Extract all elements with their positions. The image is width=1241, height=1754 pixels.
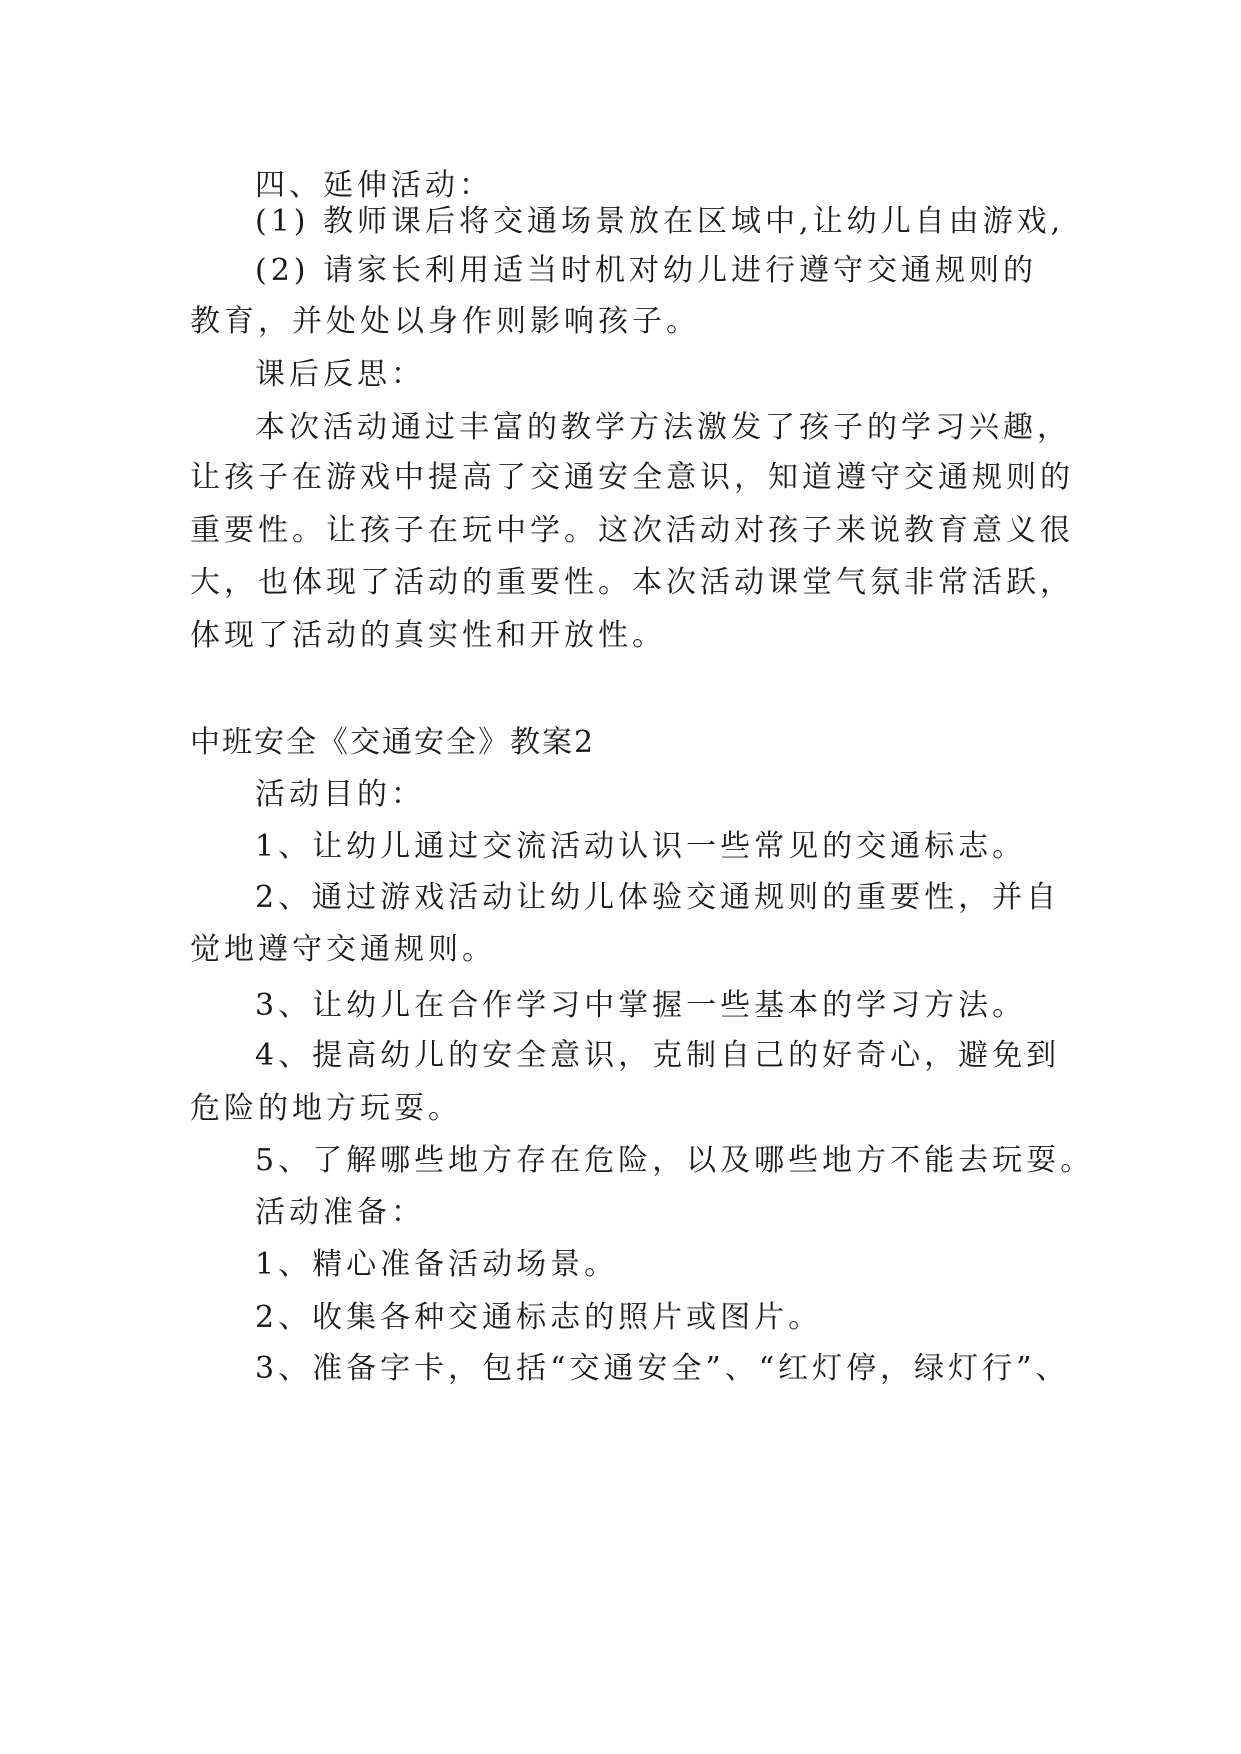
paragraph-line: 体现了活动的真实性和开放性。 [190, 618, 666, 653]
paragraph-line: 教育，并处处以身作则影响孩子。 [190, 304, 700, 339]
paragraph-line: (2) 请家长利用适当时机对幼儿进行遵守交通规则的 [255, 253, 1038, 288]
paragraph-line: 危险的地方玩耍。 [190, 1091, 462, 1126]
section-heading-reflection: 课后反思： [255, 357, 425, 392]
section-heading-objectives: 活动目的： [255, 777, 425, 812]
list-item: 5、了解哪些地方存在危险，以及哪些地方不能去玩耍。 [255, 1143, 1095, 1178]
paragraph-line: 让孩子在游戏中提高了交通安全意识，知道遵守交通规则的 [190, 460, 1074, 495]
section-heading-preparation: 活动准备： [255, 1195, 425, 1230]
list-item: 1、让幼儿通过交流活动认识一些常见的交通标志。 [255, 829, 1027, 864]
list-item: 2、通过游戏活动让幼儿体验交通规则的重要性，并自 [255, 880, 1061, 915]
list-item: 1、精心准备活动场景。 [255, 1247, 619, 1282]
list-item: 4、提高幼儿的安全意识，克制自己的好奇心，避免到 [255, 1038, 1061, 1073]
list-item: 2、收集各种交通标志的照片或图片。 [255, 1300, 823, 1335]
paragraph-line: (1) 教师课后将交通场景放在区域中,让幼儿自由游戏, [255, 204, 1065, 239]
section-heading-extension: 四、延伸活动： [255, 168, 493, 203]
paragraph-line: 重要性。让孩子在玩中学。这次活动对孩子来说教育意义很 [190, 513, 1074, 548]
paragraph-line: 觉地遵守交通规则。 [190, 932, 496, 967]
list-item: 3、让幼儿在合作学习中掌握一些基本的学习方法。 [255, 988, 1027, 1023]
list-item: 3、准备字卡，包括“交通安全”、“红灯停，绿灯行”、 [255, 1351, 1070, 1386]
paragraph-line: 大，也体现了活动的重要性。本次活动课堂气氛非常活跃， [190, 565, 1074, 600]
lesson-plan-title: 中班安全《交通安全》教案2 [190, 725, 596, 760]
paragraph-line: 本次活动通过丰富的教学方法激发了孩子的学习兴趣， [255, 410, 1071, 445]
